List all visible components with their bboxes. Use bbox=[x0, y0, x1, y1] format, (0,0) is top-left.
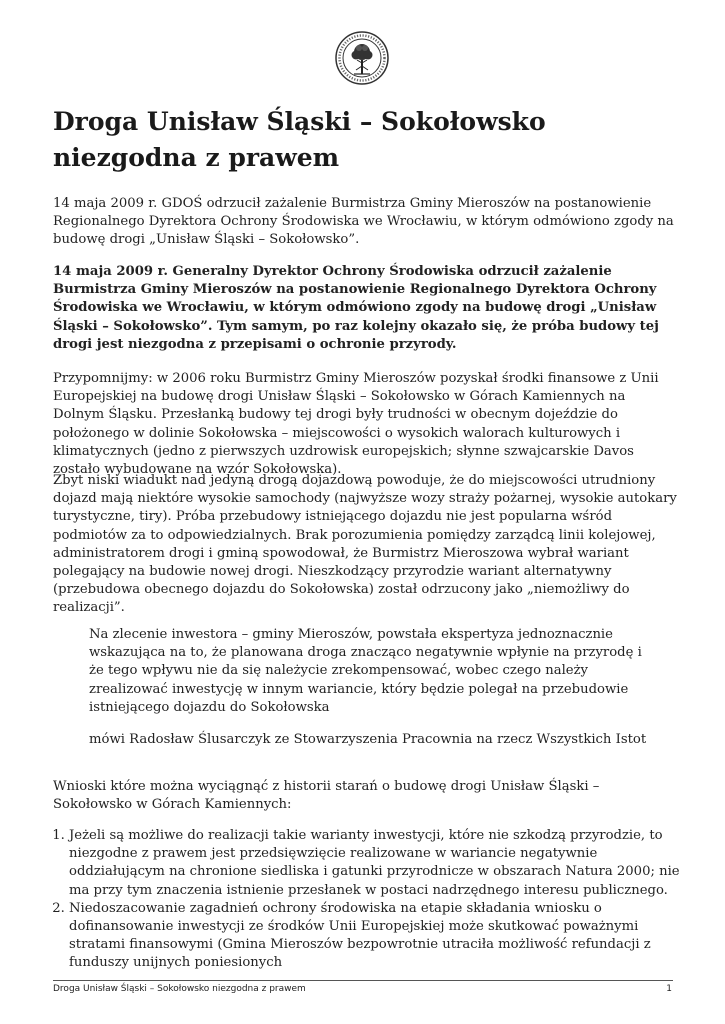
body-paragraph-2: Zbyt niski wiadukt nad jedyną drogą dojazdową powoduje, że do miejscowości utrudniony dojazd mają niektóre wysokie samochody (najwyższe wozy straży pożarnej, wysokie autokary turystyczne, tiry). Próba przebudowy istniejącego dojazdu nie jest popularna wśród podmiotów za to odpowiedzialnych. Brak porozumienia pomiędzy zarządcą linii kolejowej, administratorem drogi i gminą spowodował, że Burmistrz Mieroszowa wybrał wariant polegający na budowie nowej drogi. Nieszkodzący przyrodzie wariant alternatywny (przebudowa obecnego dojazdu do Sokołowska) został odrzucony jako „niemożliwy do realizacji”. bbox=[53, 473, 677, 616]
conclusions-intro: Wnioski które można wyciągnąć z historii starań o budowę drogi Unisław Śląski – Sokołowsko w Górach Kamiennych: bbox=[53, 779, 600, 813]
lead-paragraph: 14 maja 2009 r. Generalny Dyrektor Ochrony Środowiska odrzucił zażalenie Burmistrza Gminy Mieroszów na postanowienie Regionalnego Dyrektora Ochrony Środowiska we Wrocławiu, w którym odmówiono zgody na budowę drogi „Unisław Śląski – Sokołowsko”. Tym samym, po raz kolejny okazało się, że próba budowy tej drogi jest niezgodna z przepisami o ochronie przyrody. bbox=[53, 264, 659, 352]
footer-title: Droga Unisław Śląski – Sokołowsko niezgodna z prawem bbox=[53, 984, 306, 994]
body-paragraph-1: Przypomnijmy: w 2006 roku Burmistrz Gminy Mieroszów pozyskał środki finansowe z Unii Europejskiej na budowę drogi Unisław Śląski – Sokołowsko w Górach Kamiennych na Dolnym Śląsku. Przesłanką budowy tej drogi były trudności w obecnym dojeździe do położonego w dolinie Sokołowska – miejscowości o wysokich walorach kulturowych i klimatycznych (jedno z pierwszych uzdrowisk europejskich; słynne szwajcarskie Davos zostało wybudowane na wzór Sokołowska). bbox=[53, 371, 659, 478]
list-item: 2. Niedoszacowanie zagadnień ochrony środowiska na etapie składania wniosku o dofinansowanie inwestycji ze środków Unii Europejskiej może skutkować poważnymi stratami finansowymi (Gmina Mieroszów bezpowrotnie utraciła możliwość refundacji z funduszy unijnych poniesionych bbox=[69, 900, 694, 973]
page-title: Droga Unisław Śląski – Sokołowsko niezgodna z prawem bbox=[53, 107, 546, 172]
blockquote: Na zlecenie inwestora – gminy Mieroszów, powstała ekspertyza jednoznacznie wskazująca na to, że planowana droga znacząco negatywnie wpłynie na przyrodę i że tego wpływu nie da się należycie zrekompensować, wobec czego należy zrealizować inwestycję w innym wariancie, który będzie polegał na przebudowie istniejącego dojazdu do Sokołowska bbox=[89, 627, 642, 715]
tree-seal-logo-icon bbox=[334, 30, 390, 86]
page-number: 1 bbox=[666, 984, 672, 994]
footer-divider bbox=[53, 980, 673, 981]
list-item: 1. Jeżeli są możliwe do realizacji takie warianty inwestycji, które nie szkodzą przyrodzie, to niezgodne z prawem jest przedsięwzięcie realizowane w wariancie negatywnie oddziałującym na chronione siedliska i gatunki przyrodnicze w obszarach Natura 2000; nie ma przy tym znaczenia istnienie przesłanek w postaci nadrzędnego interesu publicznego. bbox=[69, 827, 694, 900]
intro-paragraph: 14 maja 2009 r. GDOŚ odrzucił zażalenie Burmistrza Gminy Mieroszów na postanowienie Regionalnego Dyrektora Ochrony Środowiska we Wrocławiu, w którym odmówiono zgody na budowę drogi „Unisław Śląski – Sokołowsko”. bbox=[53, 196, 674, 248]
quote-attribution: mówi Radosław Ślusarczyk ze Stowarzyszenia Pracownia na rzecz Wszystkich Istot bbox=[89, 732, 647, 747]
conclusions-list bbox=[53, 827, 694, 973]
